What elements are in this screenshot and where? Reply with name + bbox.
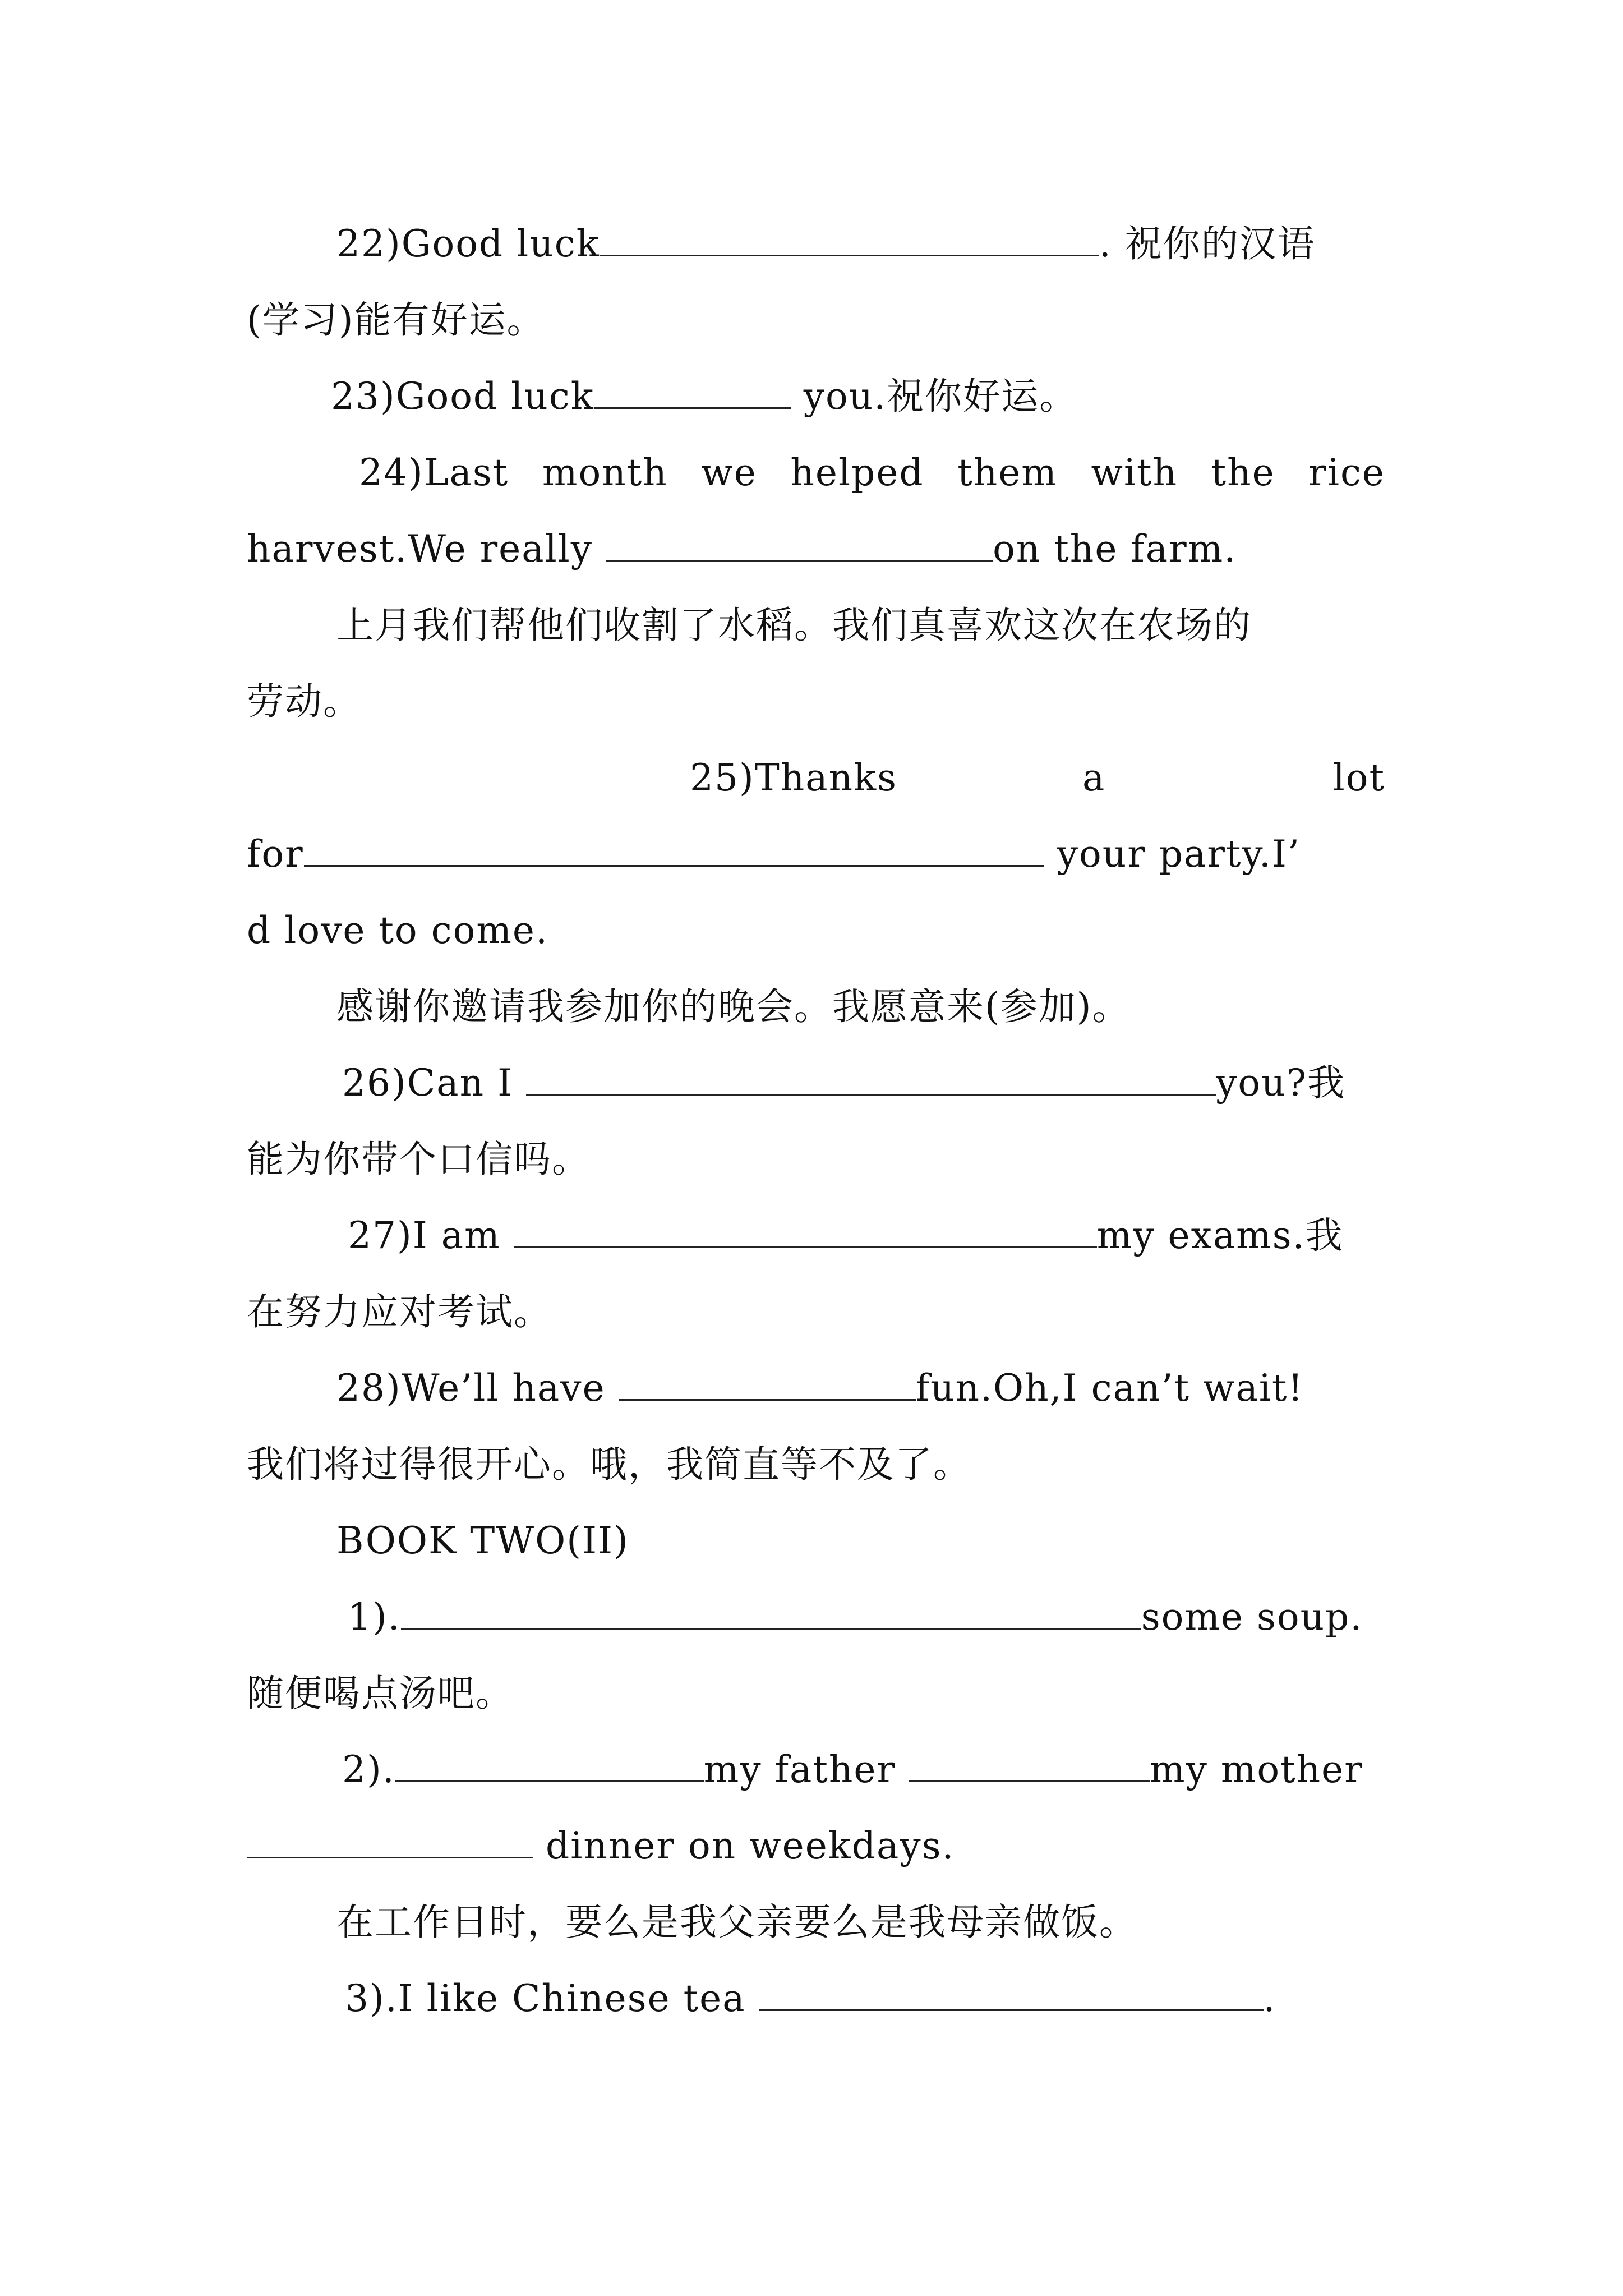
answer-blank	[909, 1747, 1150, 1782]
exercise-b2-1-translation	[247, 1663, 1385, 1724]
line-text: my father	[703, 1748, 909, 1791]
line-text: my exams.我	[1096, 1214, 1344, 1257]
line-text: 23)Good luck	[331, 375, 594, 418]
line-text: harvest.We really	[247, 527, 606, 570]
section-heading	[336, 1510, 1385, 1572]
line-text: 劳动。	[247, 680, 361, 723]
answer-blank	[247, 1823, 533, 1858]
line-text: 2).	[342, 1748, 395, 1791]
line-text: you?我	[1216, 1061, 1346, 1105]
answer-blank	[600, 221, 1099, 256]
exercise-25-end	[247, 900, 1385, 961]
exercise-b2-2	[342, 1739, 1391, 1801]
line-text: fun.Oh,I can’t wait!	[915, 1366, 1304, 1410]
line-text: BOOK TWO(II)	[336, 1519, 629, 1562]
exercise-b2-2-continued	[247, 1815, 1385, 1877]
exercise-25-translation	[336, 976, 1385, 1038]
exercise-28-translation	[247, 1434, 1385, 1496]
line-text: you.祝你好运。	[790, 375, 1078, 418]
line-text: lot	[1332, 756, 1385, 799]
answer-blank	[759, 1976, 1264, 2011]
line-text: your party.I’	[1044, 832, 1301, 876]
line-text: (学习)能有好运。	[247, 298, 545, 342]
exercise-25-continued	[247, 823, 1385, 885]
line-text: 能为你带个口信吗。	[247, 1138, 590, 1181]
answer-blank	[526, 1060, 1216, 1096]
answer-blank	[514, 1213, 1097, 1248]
exercise-24-continued	[247, 518, 1385, 580]
answer-blank	[304, 831, 1044, 867]
line-text: 我们将过得很开心。哦，我简直等不及了。	[247, 1443, 971, 1486]
answer-blank	[395, 1747, 704, 1782]
line-text: 25)Thanks	[690, 756, 897, 799]
answer-blank	[401, 1594, 1141, 1630]
line-text: 感谢你邀请我参加你的晚会。我愿意来(参加)。	[336, 985, 1131, 1028]
exercise-23	[331, 366, 1380, 427]
line-text: on the farm.	[993, 527, 1237, 570]
line-text: .	[1263, 1977, 1276, 2020]
line-text: for	[247, 832, 304, 876]
exercise-24-translation	[336, 595, 1385, 656]
exercise-b2-1	[348, 1586, 1396, 1648]
line-text: 27)I am	[348, 1214, 514, 1257]
exercise-28	[336, 1358, 1385, 1419]
exercise-b2-2-translation	[336, 1892, 1385, 1953]
line-text: 3).I like Chinese tea	[345, 1977, 759, 2020]
exercise-22	[336, 213, 1385, 275]
line-text: 1).	[348, 1595, 401, 1639]
line-text: . 祝你的汉语	[1099, 222, 1316, 265]
line-text: dinner on weekdays.	[533, 1824, 955, 1867]
answer-blank	[619, 1365, 916, 1401]
line-text: 26)Can I	[342, 1061, 527, 1105]
answer-blank	[594, 374, 791, 409]
exercise-26	[342, 1052, 1391, 1114]
exercise-b2-3	[345, 1968, 1394, 2030]
line-text: a	[1082, 756, 1106, 799]
line-text: 28)We’ll have	[336, 1366, 619, 1410]
line-text: 24)Last month we helped them with the rice	[359, 451, 1385, 494]
exercise-24-translation-continued	[247, 671, 1385, 733]
line-text: 在努力应对考试。	[247, 1290, 552, 1333]
line-text: 22)Good luck	[336, 222, 600, 265]
exercise-24	[359, 442, 1385, 504]
exercise-26-translation	[247, 1129, 1385, 1190]
line-text: 随便喝点汤吧。	[247, 1672, 514, 1715]
line-text: d love to come.	[247, 909, 548, 952]
exercise-22-translation	[247, 289, 1385, 351]
exercise-25	[690, 747, 1385, 809]
exercise-27	[348, 1205, 1396, 1267]
answer-blank	[606, 526, 993, 562]
line-text: my mother	[1149, 1748, 1363, 1791]
exercise-27-translation	[247, 1281, 1385, 1343]
line-text: some soup.	[1141, 1595, 1363, 1639]
line-text: 在工作日时，要么是我父亲要么是我母亲做饭。	[336, 1901, 1137, 1944]
line-text: 上月我们帮他们收割了水稻。我们真喜欢这次在农场的	[336, 604, 1252, 647]
